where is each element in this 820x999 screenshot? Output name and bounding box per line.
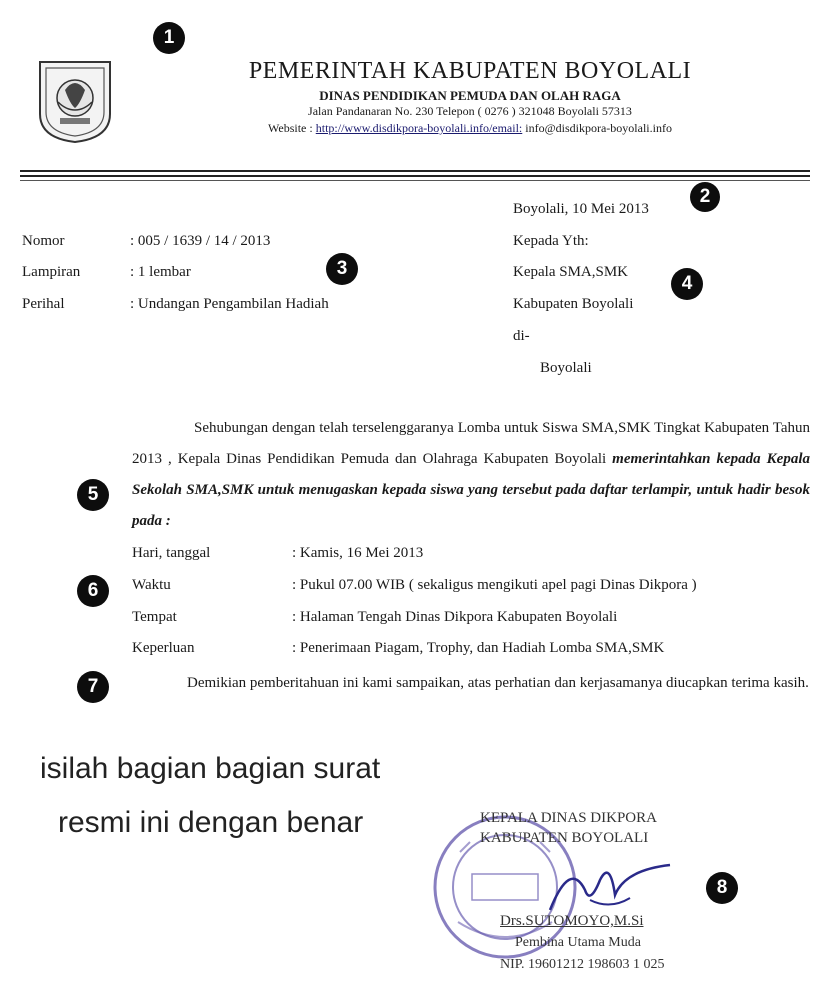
signatory-name: Drs.SUTOMOYO,M.Si <box>500 913 644 929</box>
recipient-line: Kabupaten Boyolali <box>513 296 634 312</box>
marker-7: 7 <box>77 671 109 703</box>
recipient-line: Kepala SMA,SMK <box>513 264 628 280</box>
body-paragraph <box>132 413 810 537</box>
detail-label: Tempat <box>132 609 177 625</box>
body-instruction-text: memerintahkan kepada Kepala Sekolah SMA,SMK untuk menugaskan kepada siswa yang tersebut pada daftar terlampir, untuk hadir besok pada : <box>132 451 810 529</box>
instruction-text: resmi ini dengan benar <box>58 806 364 839</box>
marker-2: 2 <box>690 182 720 212</box>
detail-value: : Halaman Tengah Dinas Dikpora Kabupaten Boyolali <box>292 609 618 625</box>
marker-4: 4 <box>671 268 703 300</box>
nomor-value: : 005 / 1639 / 14 / 2013 <box>130 233 271 249</box>
closing-paragraph: Demikian pemberitahuan ini kami sampaikan, atas perhatian dan kerjasamanya diucapkan terima kasih. <box>187 675 809 691</box>
letterhead-divider <box>20 180 810 181</box>
detail-label: Waktu <box>132 577 171 593</box>
lampiran-label: Lampiran <box>22 264 81 280</box>
perihal-value: : Undangan Pengambilan Hadiah <box>130 296 329 312</box>
regency-seal-icon <box>36 58 114 144</box>
letterhead-title: PEMERINTAH KABUPATEN BOYOLALI <box>248 58 692 84</box>
marker-1: 1 <box>153 22 185 54</box>
signatory-rank: Pembina Utama Muda <box>515 935 641 950</box>
letterhead-website <box>190 121 750 136</box>
recipient-line: Boyolali <box>540 360 592 376</box>
website-label: Website : <box>268 121 313 135</box>
letterhead-address: Jalan Pandanaran No. 230 Telepon ( 0276 ) 321048 Boyolali 57313 <box>308 104 632 118</box>
signatory-title: KABUPATEN BOYOLALI <box>480 830 649 846</box>
nomor-label: Nomor <box>22 233 65 249</box>
letterhead-divider <box>20 175 810 177</box>
recipient-line: Kepada Yth: <box>513 233 589 249</box>
letterhead-divider <box>20 170 810 172</box>
marker-8: 8 <box>706 872 738 904</box>
marker-6: 6 <box>77 575 109 607</box>
body-text: Sehubungan dengan telah terselenggaranya Lomba untuk Siswa SMA,SMK Tingkat Kabupaten Tahun 2013 , Kepala Dinas Pendidikan Pemuda dan Olahraga Kabupaten Boyolali <box>132 420 810 467</box>
detail-label: Keperluan <box>132 640 195 656</box>
recipient-line: di- <box>513 328 530 344</box>
signatory-title: KEPALA DINAS DIKPORA <box>480 810 657 826</box>
lampiran-value: : 1 lembar <box>130 264 191 280</box>
detail-value: : Penerimaan Piagam, Trophy, dan Hadiah Lomba SMA,SMK <box>292 640 665 656</box>
date-line: Boyolali, 10 Mei 2013 <box>513 201 649 217</box>
marker-3: 3 <box>326 253 358 285</box>
letterhead-subtitle: DINAS PENDIDIKAN PEMUDA DAN OLAH RAGA <box>319 88 621 103</box>
perihal-label: Perihal <box>22 296 65 312</box>
detail-value: : Kamis, 16 Mei 2013 <box>292 545 424 561</box>
instruction-text: isilah bagian bagian surat <box>40 752 381 785</box>
website-link[interactable]: http://www.disdikpora-boyolali.info/email: <box>315 121 523 135</box>
signatory-nip: NIP. 19601212 198603 1 025 <box>500 957 665 972</box>
marker-5: 5 <box>77 479 109 511</box>
email-address: info@disdikpora-boyolali.info <box>525 121 672 135</box>
detail-label: Hari, tanggal <box>132 545 211 561</box>
detail-value: : Pukul 07.00 WIB ( sekaligus mengikuti apel pagi Dinas Dikpora ) <box>292 577 697 593</box>
